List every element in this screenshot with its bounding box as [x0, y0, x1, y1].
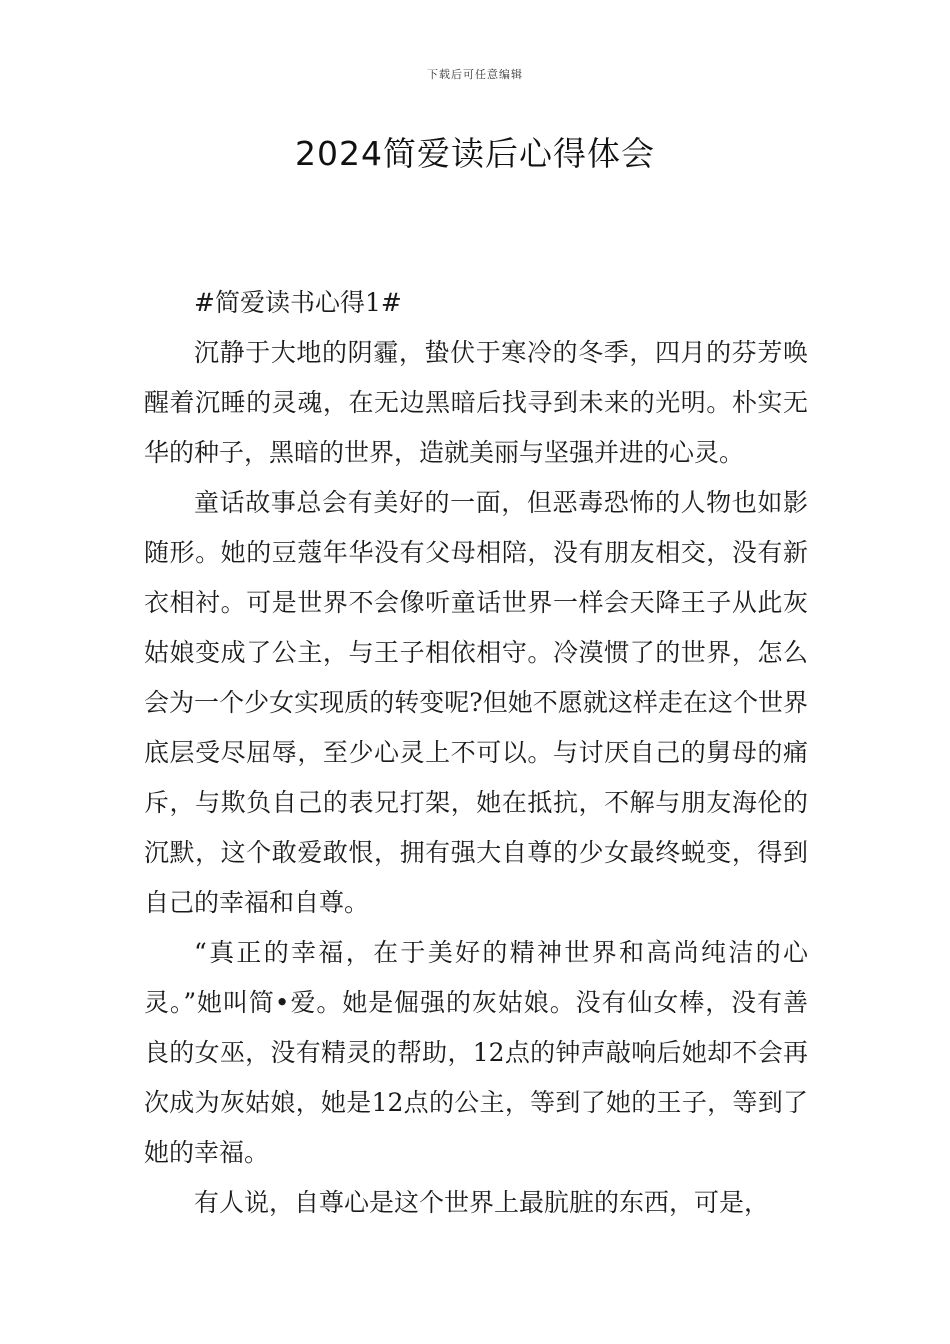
- document-body: [144, 278, 808, 1228]
- paragraph: 有人说，自尊心是这个世界上最肮脏的东西，可是，: [194, 1188, 770, 1217]
- section-heading: #简爱读书心得1#: [194, 288, 402, 317]
- header-note: 下载后可任意编辑: [427, 68, 523, 81]
- paragraph: 童话故事总会有美好的一面，但恶毒恐怖的人物也如影随形。她的豆蔻年华没有父母相陪，没有朋友相交，没有新衣相衬。可是世界不会像听童话世界一样会天降王子从此灰姑娘变成了公主，与王子相依相守。冷漠惯了的世界，怎么会为一个少女实现质的转变呢?但她不愿就这样走在这个世界底层受尽屈辱，至少心灵上不可以。与讨厌自己的舅母的痛斥，与欺负自己的表兄打架，她在抵抗，不解与朋友海伦的沉默，这个敢爱敢恨，拥有强大自尊的少女最终蜕变，得到自己的幸福和自尊。: [144, 488, 808, 917]
- paragraph: “真正的幸福，在于美好的精神世界和高尚纯洁的心灵。”她叫简•爱。她是倔强的灰姑娘。没有仙女棒，没有善良的女巫，没有精灵的帮助，12点的钟声敲响后她却不会再次成为灰姑娘，她是12点的公主，等到了她的王子，等到了她的幸福。: [144, 938, 808, 1167]
- document-title: 2024简爱读后心得体会: [295, 134, 655, 173]
- paragraph: 沉静于大地的阴霾，蛰伏于寒冷的冬季，四月的芬芳唤醒着沉睡的灵魂，在无边黑暗后找寻到未来的光明。朴实无华的种子，黑暗的世界，造就美丽与坚强并进的心灵。: [144, 338, 808, 467]
